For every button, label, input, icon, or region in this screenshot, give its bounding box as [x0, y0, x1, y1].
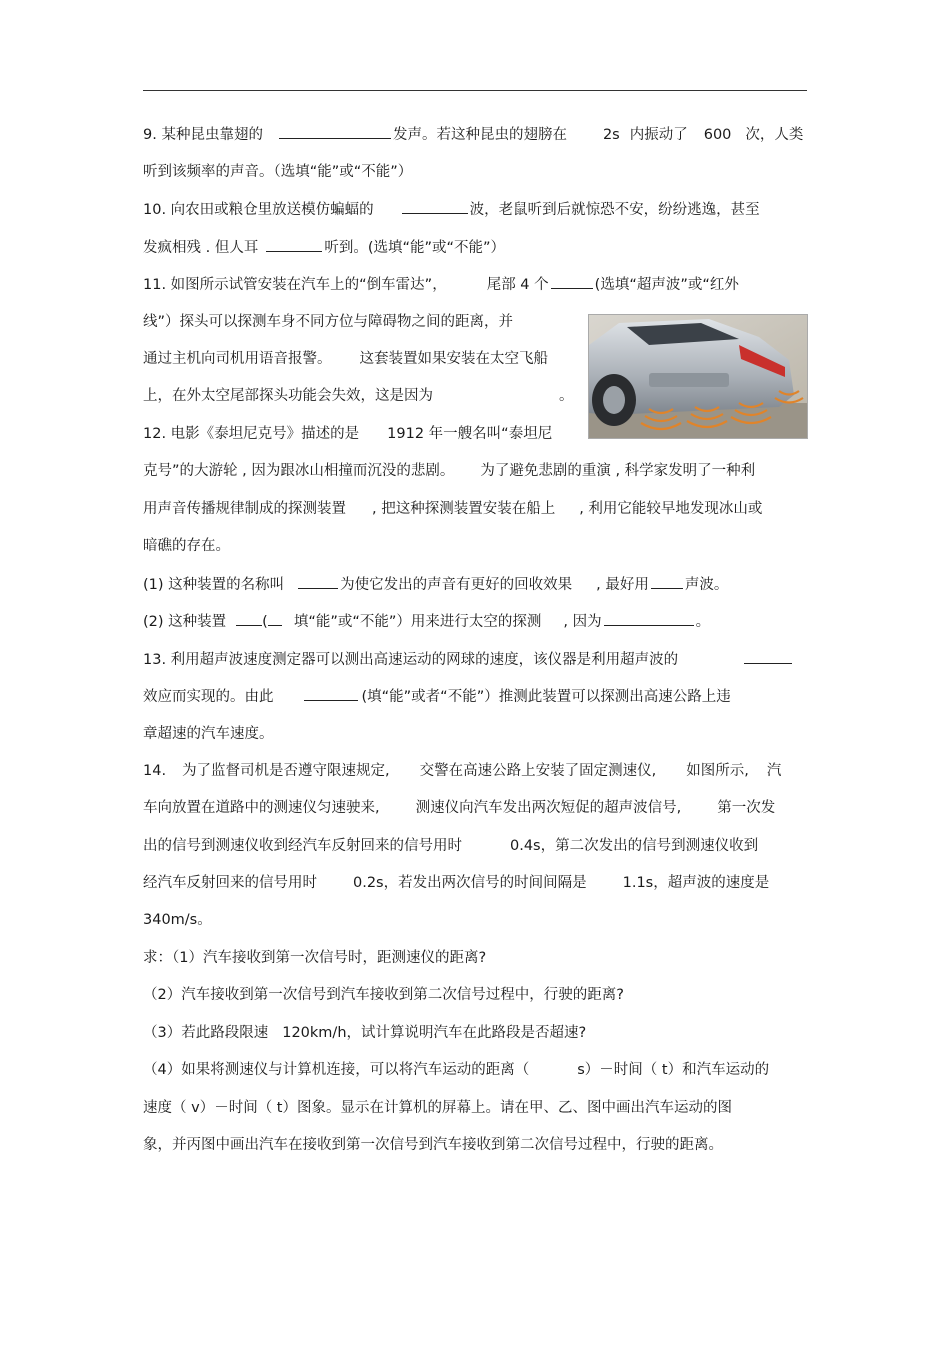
- q12-sub1: [143, 574, 728, 595]
- q11-text: 尾部 4 个: [486, 277, 549, 293]
- q14-line1: [143, 761, 781, 781]
- q12-text: (2) 这种装置: [143, 614, 227, 630]
- q12-text: 为了避免悲剧的重演 , 科学家发明了一种利: [480, 463, 756, 479]
- q11-line2: 线”）探头可以探测车身不同方位与障碍物之间的距离，并: [143, 314, 514, 330]
- q12-text: 声波。: [684, 577, 729, 593]
- q11-text: 通过主机向司机用语音报警。: [143, 351, 332, 367]
- q14-text: 汽: [766, 763, 782, 779]
- header-rule: [143, 90, 807, 91]
- q9-text: 2s: [602, 127, 620, 143]
- q12-text: , 把这种探测装置安装在船上: [372, 501, 556, 517]
- q13-text: (填“能”或者“不能”）推测此装置可以探测出高速公路上违: [361, 689, 731, 705]
- q11-line4: [143, 386, 574, 406]
- q14-text: 为了监督司机是否遵守限速规定,: [182, 763, 390, 779]
- q13-blank1: [744, 649, 792, 664]
- q14-text: 14.: [143, 763, 167, 779]
- q10-blank2: [266, 237, 322, 252]
- q9-blank1: [279, 124, 391, 139]
- q12-text: , 最好用: [596, 577, 649, 593]
- q12-text: 为使它发出的声音有更好的回收效果: [340, 577, 573, 593]
- q14-text: 出的信号到测速仪收到经汽车反射回来的信号用时: [143, 838, 462, 854]
- q10-line1: [143, 199, 760, 220]
- q10-line2: [143, 237, 505, 258]
- q12-line1: [143, 424, 552, 444]
- q11-line3: [143, 349, 548, 369]
- q14-line5: 340m/s。: [143, 912, 212, 928]
- q12-text: 用声音传播规律制成的探测装置: [143, 501, 346, 517]
- q11-blank1: [551, 274, 593, 289]
- q14-question1: 求：（1）汽车接收到第一次信号时，距测速仪的距离?: [143, 950, 487, 966]
- q9-line1: [143, 124, 803, 145]
- q13-line1: [143, 649, 792, 670]
- q12-text: 。: [695, 614, 711, 630]
- q10-blank1: [402, 199, 468, 214]
- q11-text: 。: [559, 388, 574, 404]
- q12-text: 填“能”或“不能”）用来进行太空的探测: [293, 614, 542, 630]
- q12-blank1: [298, 574, 338, 589]
- q12-blank4: [604, 611, 694, 626]
- q12-sub2: [143, 611, 710, 632]
- q14-question3: [143, 1023, 586, 1043]
- q14-question2: （2）汽车接收到第一次信号到汽车接收到第二次信号过程中，行驶的距离?: [143, 987, 624, 1003]
- q12-line3: [143, 499, 762, 519]
- q13-text: 13. 利用超声波速度测定器可以测出高速运动的网球的速度，该仪器是利用超声波的: [143, 652, 679, 668]
- q14-question4-line3: 象，并丙图中画出汽车在接收到第一次信号到汽车接收到第二次信号过程中，行驶的距离。: [143, 1137, 723, 1153]
- q12-text: 克号”的大游轮 , 因为跟冰山相撞而沉没的悲剧。: [143, 463, 455, 479]
- q14-text: 1.1s，超声波的速度是: [622, 875, 770, 891]
- q12-text: 1912 年一艘名叫“泰坦尼: [387, 426, 553, 442]
- q10-text: 发疯相残 . 但人耳: [143, 240, 259, 256]
- q11-line1: [143, 274, 739, 295]
- q14-text: 测速仪向汽车发出两次短促的超声波信号,: [415, 800, 682, 816]
- q9-line2: 听到该频率的声音。（选填“能”或“不能”）: [143, 164, 413, 180]
- q12-line4: 暗礁的存在。: [143, 538, 230, 554]
- q14-text: 交警在高速公路上安装了固定测速仪,: [419, 763, 657, 779]
- q14-text: 0.4s，第二次发出的信号到测速仪收到: [510, 838, 759, 854]
- q14-question4-line2: 速度（ v）－时间（ t）图象。显示在计算机的屏幕上。请在甲、乙、图中画出汽车运动的图: [143, 1100, 732, 1116]
- q14-line3: [143, 836, 758, 856]
- q11-text: (选填“超声波”或“红外: [594, 277, 739, 293]
- q12-text: , 利用它能较早地发现冰山或: [579, 501, 763, 517]
- q12-blank3: [236, 611, 262, 626]
- q9-text: 内振动了: [629, 127, 688, 143]
- q12-text: , 因为: [563, 614, 602, 630]
- q12-line2: [143, 461, 755, 481]
- q11-text: 上，在外太空尾部探头功能会失效，这是因为: [143, 388, 433, 404]
- q9-text: 9. 某种昆虫靠翅的: [143, 127, 263, 143]
- q10-text: 10. 向农田或粮仓里放送模仿蝙蝠的: [143, 202, 374, 218]
- q9-text: 次，人类: [745, 127, 804, 143]
- q14-text: s）－时间（ t）和汽车运动的: [577, 1062, 770, 1078]
- q14-text: 车向放置在道路中的测速仪匀速驶来,: [143, 800, 380, 816]
- car-parking-sensor-photo: [588, 314, 808, 439]
- q14-text: 第一次发: [717, 800, 776, 816]
- q12-text: 12. 电影《泰坦尼克号》描述的是: [143, 426, 360, 442]
- q13-line3: 章超速的汽车速度。: [143, 726, 274, 742]
- q14-text: 如图所示,: [686, 763, 749, 779]
- q12-text: (1) 这种装置的名称叫: [143, 577, 285, 593]
- q11-text: 这套装置如果安装在太空飞船: [359, 351, 548, 367]
- q14-text: （4）如果将测速仪与计算机连接，可以将汽车运动的距离（: [143, 1062, 530, 1078]
- q10-text: 波，老鼠听到后就惊恐不安，纷纷逃逸，甚至: [469, 202, 760, 218]
- q14-text: 0.2s，若发出两次信号的时间间隔是: [353, 875, 587, 891]
- q12-text: (: [262, 614, 268, 630]
- q14-line4: [143, 873, 769, 893]
- q13-line2: [143, 686, 731, 707]
- q9-text: 发声。若这种昆虫的翅膀在: [392, 127, 567, 143]
- q12-blank2: [651, 574, 683, 589]
- q14-text: （3）若此路段限速: [143, 1025, 269, 1041]
- q13-text: 效应而实现的。由此: [143, 689, 274, 705]
- q14-text: 经汽车反射回来的信号用时: [143, 875, 317, 891]
- q14-text: 120km/h，试计算说明汽车在此路段是否超速?: [282, 1025, 587, 1041]
- car-illustration: [589, 315, 807, 438]
- q10-text: 听到。(选填“能”或“不能”）: [324, 240, 506, 256]
- q12-blank3b: [268, 611, 282, 626]
- q9-text: 600: [703, 127, 732, 143]
- q11-text: 11. 如图所示试管安装在汽车上的“倒车雷达”，: [143, 277, 447, 293]
- q14-line2: [143, 798, 775, 818]
- q14-question4: [143, 1060, 769, 1080]
- q13-blank2: [304, 686, 358, 701]
